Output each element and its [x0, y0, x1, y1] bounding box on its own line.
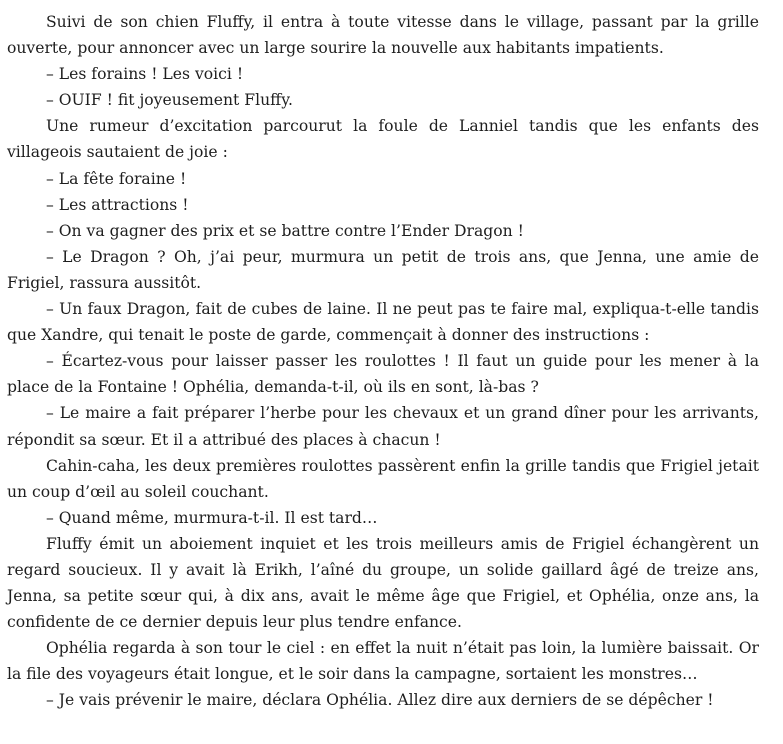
paragraph-fluffy-aboiement: Fluffy émit un aboiement inquiet et les trois meilleurs amis de Frigiel échangèrent un regard soucieux. Il y avait là Erikh, l’aîné du groupe, un solide gaillard âgé de treize ans, Jenna, sa petite sœur qui, à dix ans, avait le même âge que Frigiel, et Ophélia, onze ans, la confidente de ce dernier depuis leur plus tendre enfance. — [7, 534, 759, 632]
dialogue-le-maire: – Le maire a fait préparer l’herbe pour les chevaux et un grand dîner pour les arrivants, répondit sa sœur. Et il a attribué des places à chacun ! — [7, 404, 759, 449]
dialogue-ouif: – OUIF ! fit joyeusement Fluffy. — [46, 91, 293, 110]
paragraph-cahin-caha: Cahin-caha, les deux premières roulottes passèrent enfin la grille tandis que Frigiel jetait un coup d’œil au soleil couchant. — [7, 456, 759, 501]
dialogue-quand-meme: – Quand même, murmura-t-il. Il est tard… — [46, 508, 378, 527]
dialogue-le-dragon: – Le Dragon ? Oh, j’ai peur, murmura un petit de trois ans, que Jenna, une amie de Frigiel, rassura aussitôt. — [7, 247, 759, 292]
dialogue-faux-dragon: – Un faux Dragon, fait de cubes de laine. Il ne peut pas te faire mal, expliqua-t-elle tandis que Xandre, qui tenait le poste de garde, commençait à donner des instructions : — [7, 300, 759, 345]
dialogue-prevenir-maire: – Je vais prévenir le maire, déclara Ophélia. Allez dire aux derniers de se dépêcher ! — [46, 691, 714, 710]
paragraph-rumeur: Une rumeur d’excitation parcourut la foule de Lanniel tandis que les enfants des villageois sautaient de joie : — [7, 117, 759, 162]
dialogue-fete-foraine: – La fête foraine ! — [46, 169, 187, 188]
book-page-text — [7, 9, 759, 714]
paragraph-fluffy-entry: Suivi de son chien Fluffy, il entra à toute vitesse dans le village, passant par la grille ouverte, pour annoncer avec un large sourire la nouvelle aux habitants impatients. — [7, 13, 759, 58]
dialogue-les-forains: – Les forains ! Les voici ! — [46, 65, 244, 84]
dialogue-ecartez-vous: – Écartez-vous pour laisser passer les roulottes ! Il faut un guide pour les mener à la place de la Fontaine ! Ophélia, demanda-t-il, où ils en sont, là-bas ? — [7, 352, 759, 397]
dialogue-attractions: – Les attractions ! — [46, 195, 189, 214]
paragraph-ophelia-ciel: Ophélia regarda à son tour le ciel : en effet la nuit n’était pas loin, la lumière baissait. Or la file des voyageurs était longue, et le soir dans la campagne, sortaient les monstres… — [7, 639, 759, 684]
dialogue-ender-dragon: – On va gagner des prix et se battre contre l’Ender Dragon ! — [46, 221, 524, 240]
